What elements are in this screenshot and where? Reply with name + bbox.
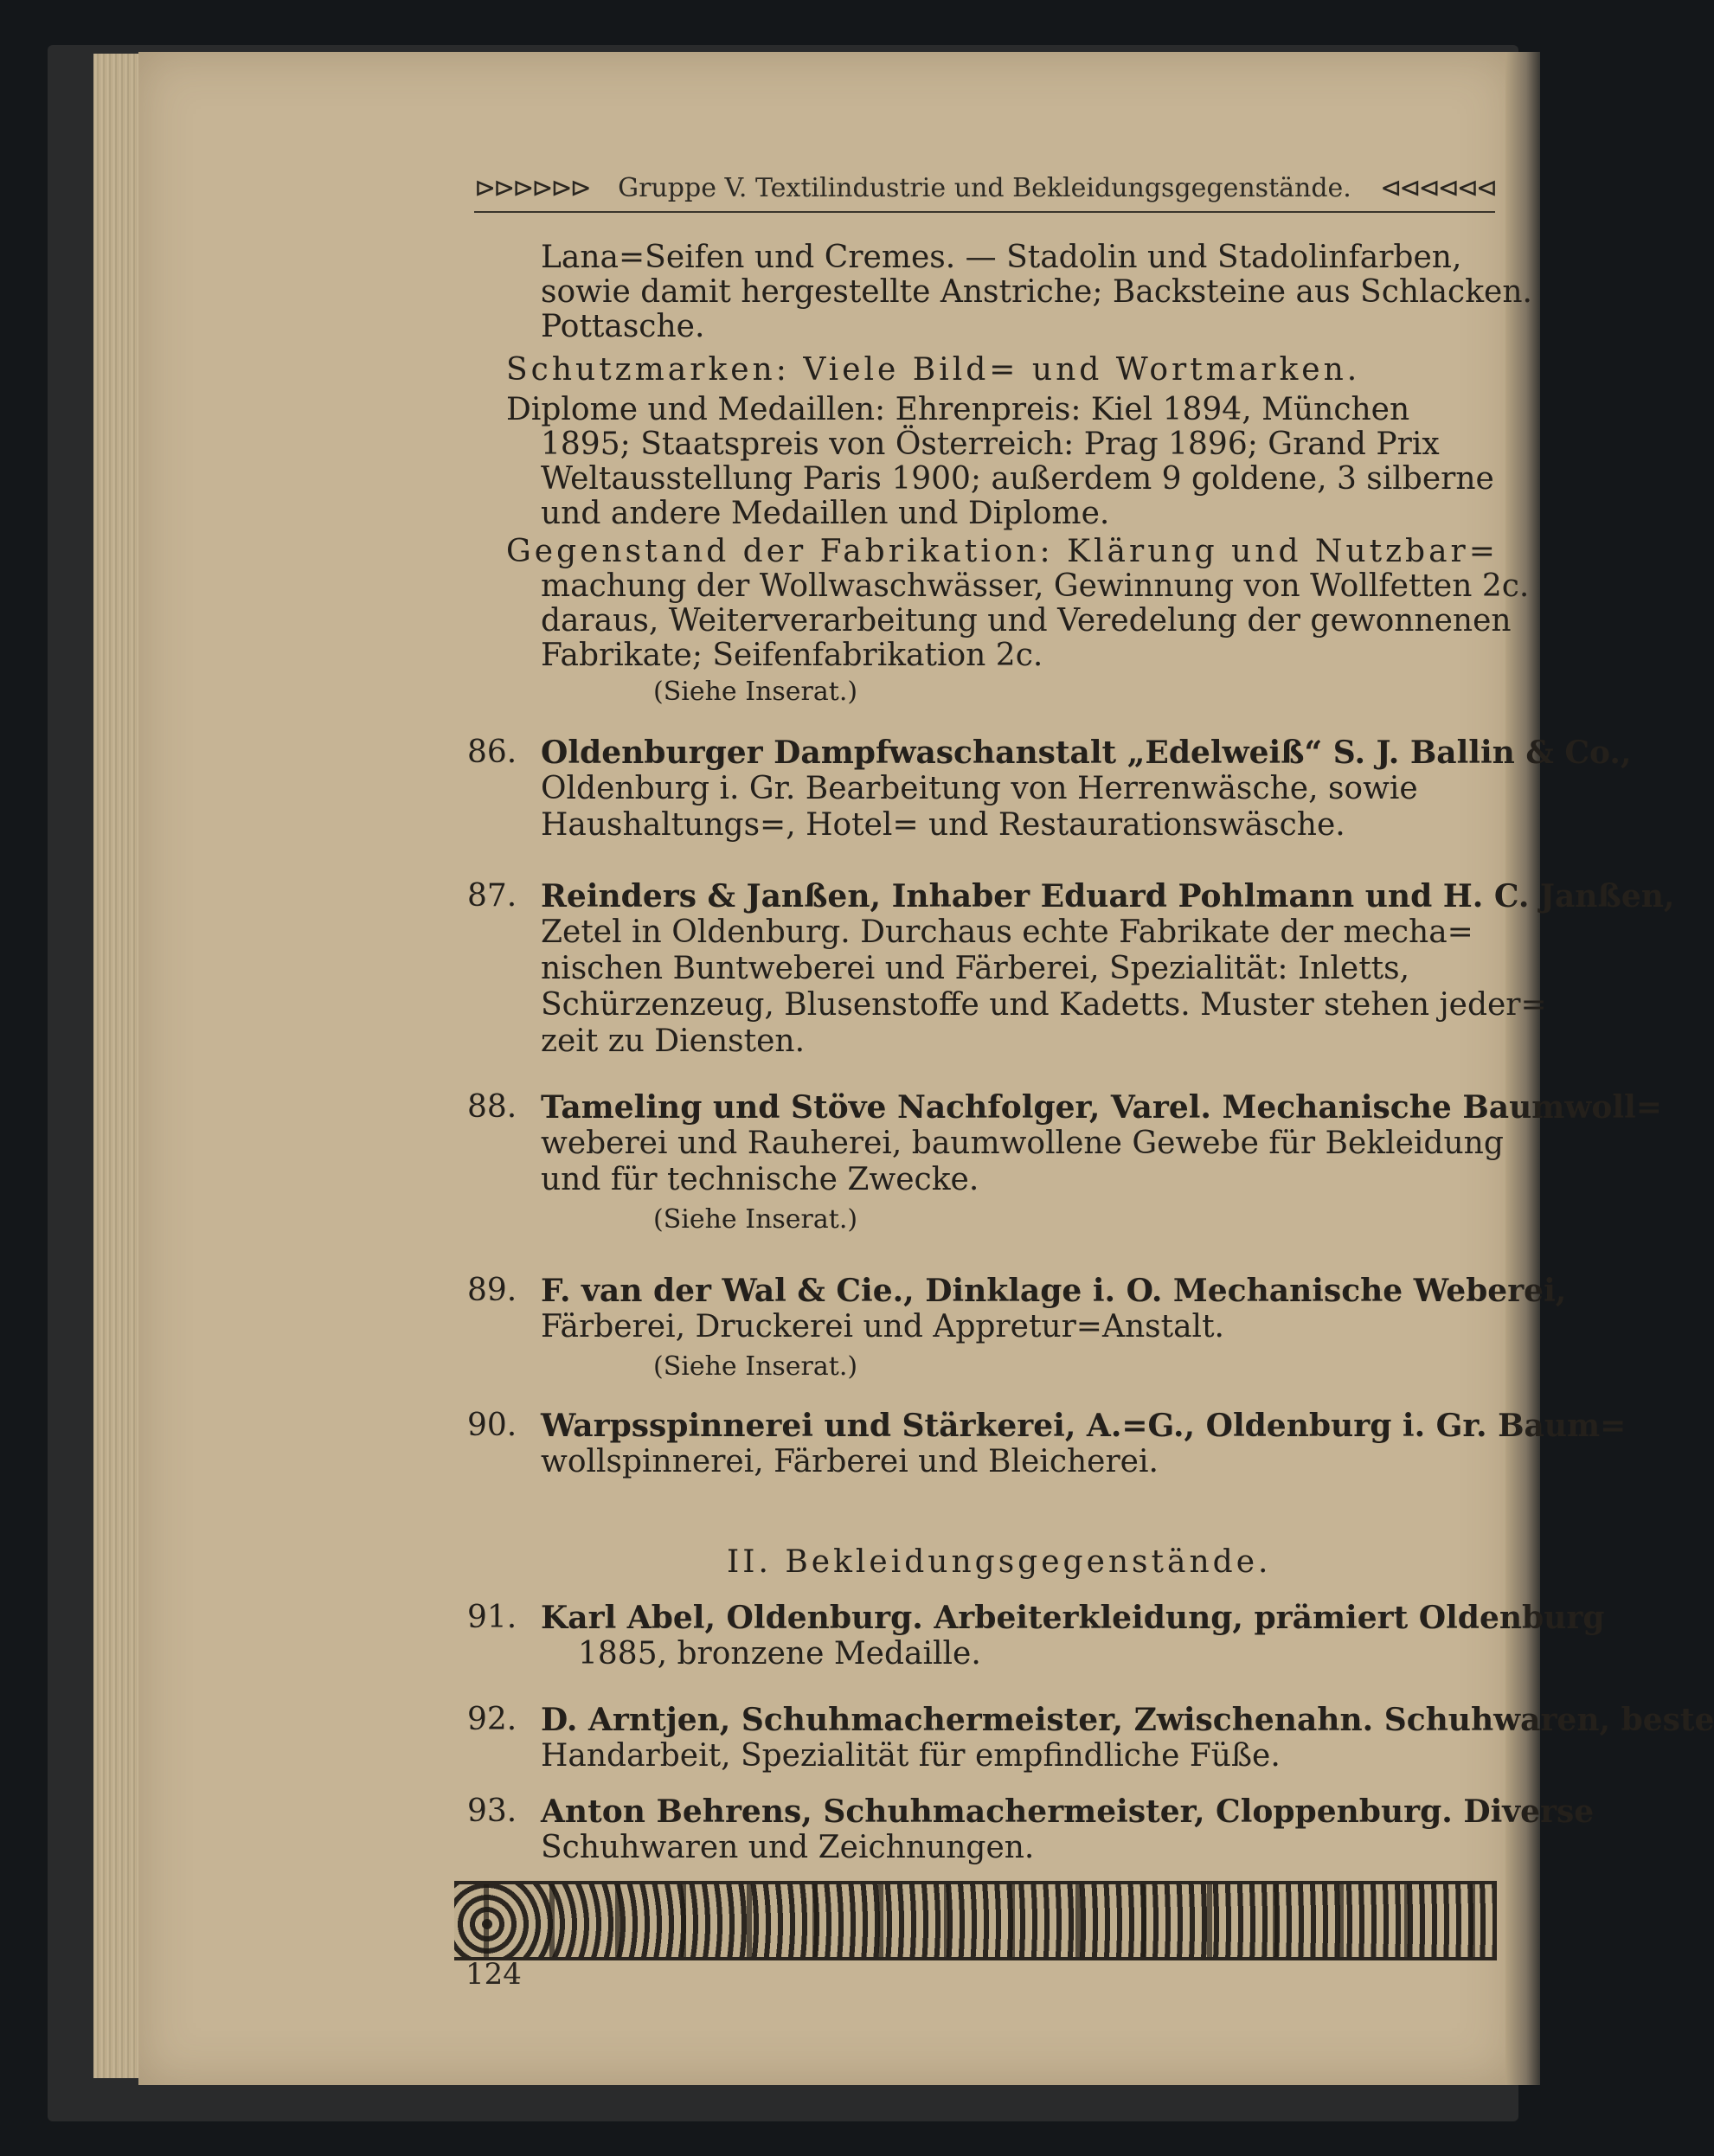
subject-line: daraus, Weiterverarbeitung und Veredelung der gewonnenen (541, 603, 1512, 638)
entry-93 (467, 1793, 1595, 1872)
entry-86 (467, 735, 1632, 848)
entry-line: D. Arntjen, Schuhmachermeister, Zwischenahn. Schuhwaren, beste (541, 1702, 1714, 1738)
entry-88 (467, 1089, 1662, 1237)
entry-line: Zetel in Oldenburg. Durchaus echte Fabrikate der mecha= (541, 914, 1473, 950)
entry-number: 88. (467, 1089, 517, 1125)
header-rule (474, 211, 1495, 213)
entry-line: und für technische Zwecke. (541, 1162, 979, 1197)
entry-line: Schürzenzeug, Blusenstoffe und Kadetts. Muster stehen jeder= (541, 987, 1547, 1023)
text-line: Lana=Seifen und Cremes. — Stadolin und Stadolinfarben, (541, 240, 1462, 275)
entry-number: 89. (467, 1273, 517, 1308)
entry-87 (467, 878, 1675, 1061)
entry-line: Haushaltungs=, Hotel= und Restaurationswäsche. (541, 807, 1345, 843)
entry-line: Tameling und Stöve Nachfolger, Varel. Mechanische Baumwoll= (541, 1089, 1662, 1126)
subject-line: machung der Wollwaschwässer, Gewinnung von Wollfetten 2c. (541, 568, 1530, 604)
entry-line: Handarbeit, Spezialität für empfindliche Füße. (541, 1738, 1281, 1774)
entry-number: 87. (467, 878, 517, 914)
diploma-line: 1895; Staatspreis von Österreich: Prag 1896; Grand Prix (541, 427, 1440, 462)
page-number: 124 (465, 1957, 522, 1992)
entry-number: 92. (467, 1702, 517, 1737)
entry-line: Oldenburger Dampfwaschanstalt „Edelweiß“ S. J. Ballin & Co., (541, 735, 1632, 771)
diploma-line: Weltausstellung Paris 1900; außerdem 9 goldene, 3 silberne (541, 461, 1494, 497)
entry-line: wollspinnerei, Färberei und Bleicherei. (541, 1444, 1159, 1479)
entry-line: Karl Abel, Oldenburg. Arbeiterkleidung, prämiert Oldenburg (541, 1600, 1605, 1636)
text-line: sowie damit hergestellte Anstriche; Backsteine aus Schlacken. (541, 274, 1532, 310)
entry-line: Schuhwaren und Zeichnungen. (541, 1830, 1035, 1865)
entry-line: 1885, bronzene Medaille. (578, 1636, 981, 1672)
entry-90 (467, 1408, 1627, 1486)
see-ad-note: (Siehe Inserat.) (653, 1351, 858, 1382)
continuation-block (506, 240, 1532, 725)
ornament-left: ⊳⊳⊳⊳⊳⊳ (474, 172, 589, 203)
entry-line: weberei und Rauherei, baumwollene Gewebe für Bekleidung (541, 1126, 1504, 1161)
diploma-line: Diplome und Medaillen: Ehrenpreis: Kiel 1894, München (506, 392, 1410, 427)
subject-line: Fabrikate; Seifenfabrikation 2c. (541, 638, 1043, 673)
diploma-line: und andere Medaillen und Diplome. (541, 496, 1110, 531)
entry-line: Oldenburg i. Gr. Bearbeitung von Herrenwäsche, sowie (541, 771, 1418, 806)
entry-number: 91. (467, 1600, 517, 1635)
running-head-title: Gruppe V. Textilindustrie und Bekleidungsgegenstände. (618, 172, 1351, 203)
entry-line: F. van der Wal & Cie., Dinklage i. O. Mechanische Weberei, (541, 1273, 1567, 1309)
running-head (474, 166, 1495, 209)
see-ad-note: (Siehe Inserat.) (653, 1204, 858, 1235)
entry-line: nischen Buntweberei und Färberei, Spezialität: Inletts, (541, 951, 1410, 986)
entry-number: 93. (467, 1793, 517, 1829)
entry-92 (467, 1702, 1714, 1781)
subject-line: Gegenstand der Fabrikation: Klärung und Nutzbar= (506, 534, 1499, 569)
entry-line: Anton Behrens, Schuhmachermeister, Cloppenburg. Diverse (541, 1793, 1595, 1830)
entry-line: Färberei, Druckerei und Appretur=Anstalt. (541, 1309, 1224, 1344)
ornamental-frieze (454, 1881, 1497, 1960)
entry-number: 90. (467, 1408, 517, 1443)
entry-line: zeit zu Diensten. (541, 1023, 806, 1059)
entry-89 (467, 1273, 1567, 1386)
book-gutter (1505, 52, 1540, 2085)
section-heading: II. Bekleidungsgegenstände. (727, 1544, 1272, 1580)
entry-91 (467, 1600, 1605, 1678)
entry-line: Warpsspinnerei und Stärkerei, A.=G., Oldenburg i. Gr. Baum= (541, 1408, 1627, 1444)
entry-line: Reinders & Janßen, Inhaber Eduard Pohlmann und H. C. Janßen, (541, 878, 1675, 914)
entry-number: 86. (467, 735, 517, 770)
see-ad-note: (Siehe Inserat.) (653, 677, 858, 707)
text-line: Pottasche. (541, 309, 705, 344)
trademarks-line: Schutzmarken: Viele Bild= und Wortmarken. (506, 352, 1361, 388)
ornament-right: ⊲⊲⊲⊲⊲⊲ (1380, 172, 1495, 203)
